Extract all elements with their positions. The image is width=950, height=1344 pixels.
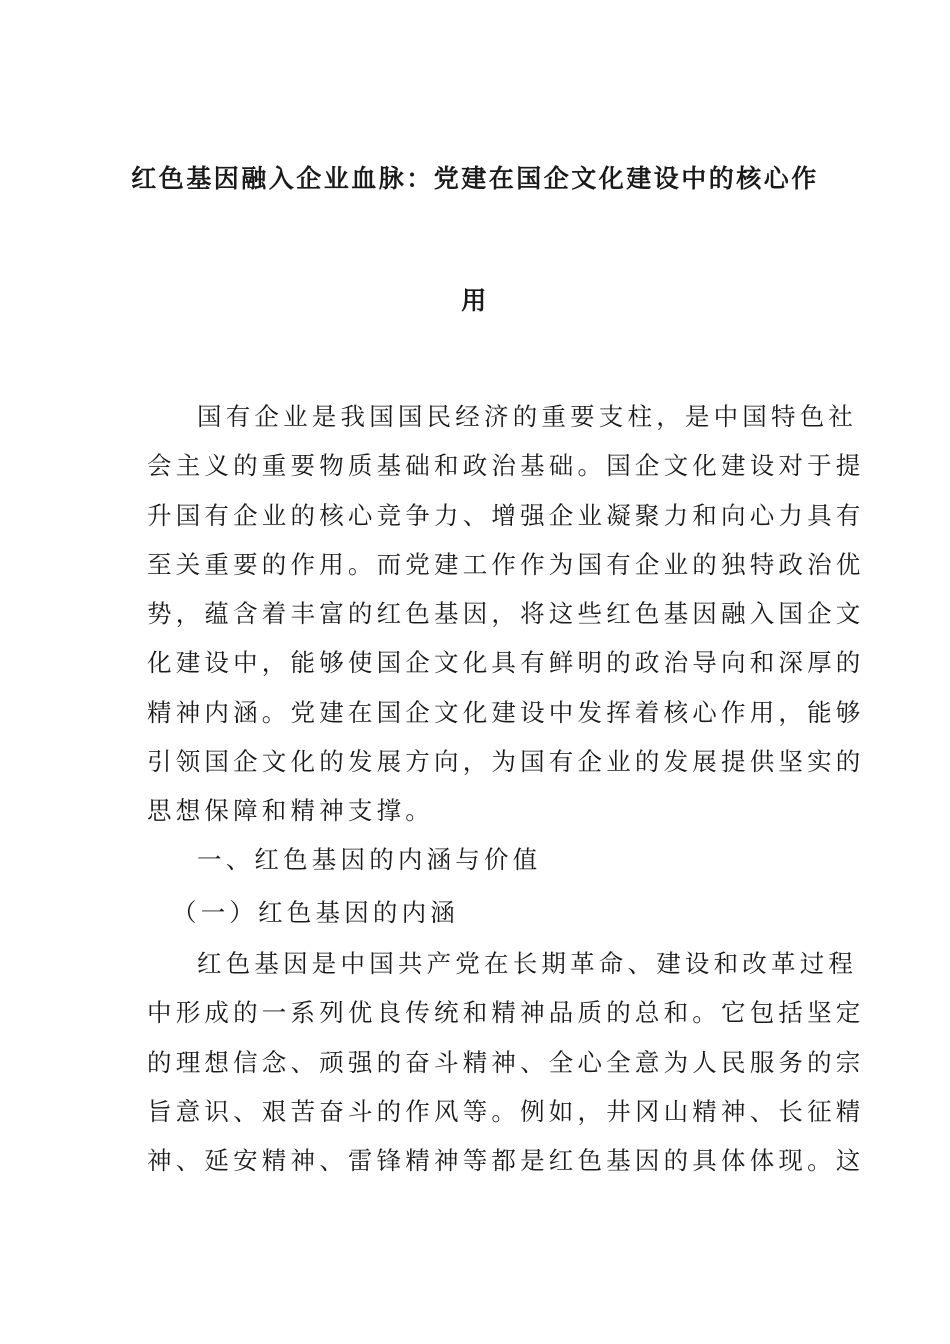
section-heading: 一、红色基因的内涵与价值 [197,845,542,874]
red-gene-paragraph [147,939,865,1185]
paragraph-line: 旨意识、艰苦奋斗的作风等。例如，井冈山精神、长征精 [147,1096,865,1126]
paragraph-line: 化建设中，能够使国企文化具有鲜明的政治导向和深厚的 [147,648,865,678]
paragraph-line: 神、延安精神、雷锋精神等都是红色基因的具体体现。这 [147,1146,865,1176]
paragraph-line: 国有企业是我国国民经济的重要支柱，是中国特色社 [197,402,858,431]
paragraph-line: 中形成的一系列优良传统和精神品质的总和。它包括坚定 [147,998,865,1028]
document-title-line-2: 用 [461,286,489,315]
paragraph-line: 精神内涵。党建在国企文化建设中发挥着核心作用，能够 [147,697,865,727]
paragraph-line: 势，蕴含着丰富的红色基因，将这些红色基因融入国企文 [147,599,865,629]
paragraph-line: 的理想信念、顽强的奋斗精神、全心全意为人民服务的宗 [147,1047,865,1077]
paragraph-line: 红色基因是中国共产党在长期革命、建设和改革过程 [197,949,858,978]
paragraph-line: 会主义的重要物质基础和政治基础。国企文化建设对于提 [147,451,865,481]
document-title-line-1: 红色基因融入企业血脉：党建在国企文化建设中的核心作 [131,164,819,193]
paragraph-line: 升国有企业的核心竞争力、增强企业凝聚力和向心力具有 [147,500,865,530]
paragraph-line: 思想保障和精神支撑。 [147,796,434,826]
paragraph-line: 引领国企文化的发展方向，为国有企业的发展提供坚实的 [147,747,865,777]
subsection-heading: （一）红色基因的内涵 [172,898,459,927]
intro-paragraph [147,392,865,836]
paragraph-line: 至关重要的作用。而党建工作作为国有企业的独特政治优 [147,549,865,579]
